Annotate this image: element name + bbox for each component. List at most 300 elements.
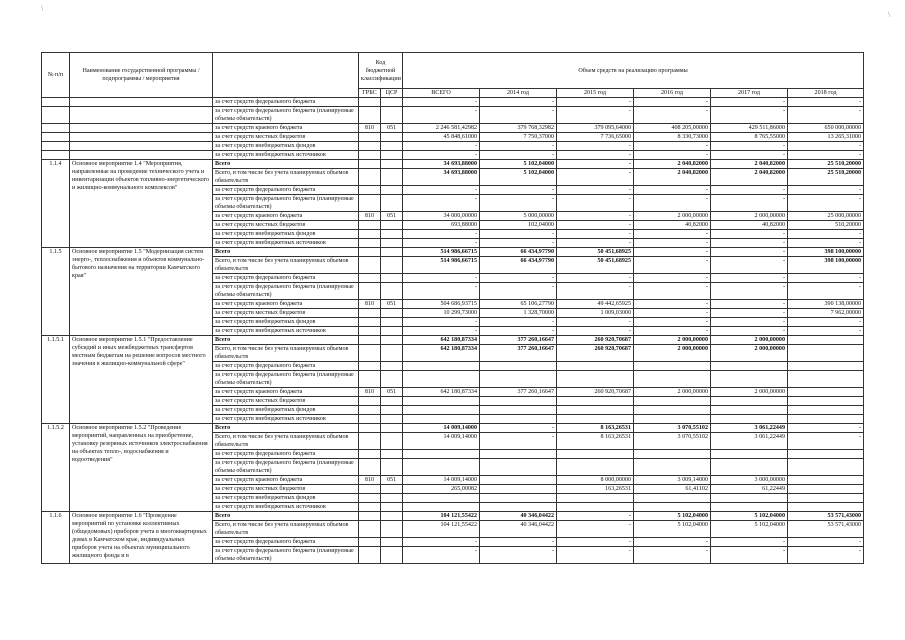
value-total (403, 494, 480, 503)
grbs-code: 810 (359, 388, 381, 397)
grbs-code (359, 503, 381, 512)
value-2018 (788, 459, 864, 476)
funding-source: за счет средств краевого бюджета (213, 476, 359, 485)
row-num (42, 151, 70, 160)
row-name: Основное мероприятие 1.5.2 "Проведение мероприятий, направленных на приобретение, установку резервных источников электроснабжения на объектах тепло-, водоснабжения и водоотведения" (70, 424, 213, 512)
grbs-code (359, 538, 381, 547)
value-2016: - (634, 186, 711, 195)
value-2014: 65 106,27790 (480, 300, 557, 309)
value-2015: - (557, 151, 634, 160)
csr-code (381, 230, 403, 239)
csr-code (381, 133, 403, 142)
value-2014: 379 768,32982 (480, 124, 557, 133)
grbs-code: 810 (359, 212, 381, 221)
value-2016: 2 000,00000 (634, 212, 711, 221)
value-2018 (788, 476, 864, 485)
table-body (42, 98, 864, 564)
value-total (403, 450, 480, 459)
grbs-code (359, 274, 381, 283)
csr-code: 051 (381, 388, 403, 397)
grbs-code (359, 151, 381, 160)
value-2016: - (634, 98, 711, 107)
value-2014 (480, 476, 557, 485)
funding-source: за счет средств местных бюджетов (213, 309, 359, 318)
csr-code: 051 (381, 300, 403, 309)
funding-source: за счет средств федерального бюджета (213, 362, 359, 371)
funding-source: за счет средств федерального бюджета (213, 98, 359, 107)
value-total: 514 986,66715 (403, 248, 480, 257)
value-total (403, 406, 480, 415)
value-total: - (403, 142, 480, 151)
header-blank (213, 53, 359, 98)
csr-code (381, 538, 403, 547)
value-2014 (480, 397, 557, 406)
value-2018: - (788, 274, 864, 283)
value-total: 34 693,88000 (403, 160, 480, 169)
header-total: ВСЕГО (403, 89, 480, 98)
value-2018: 398 100,00000 (788, 257, 864, 274)
funding-source: за счет средств внебюджетных источников (213, 239, 359, 248)
value-2017: 40,82000 (711, 221, 788, 230)
value-2018: - (788, 327, 864, 336)
header-2016: 2016 год (634, 89, 711, 98)
funding-source: за счет средств федерального бюджета (213, 186, 359, 195)
csr-code (381, 415, 403, 424)
value-2016: - (634, 142, 711, 151)
value-2014: - (480, 195, 557, 212)
value-2015: - (557, 283, 634, 300)
value-total: 14 009,14000 (403, 476, 480, 485)
value-2018: - (788, 424, 864, 433)
value-total: 642 180,87334 (403, 345, 480, 362)
value-2017: - (711, 547, 788, 564)
value-2016 (634, 397, 711, 406)
value-2014: 5 102,04000 (480, 169, 557, 186)
value-2015 (557, 371, 634, 388)
value-2016: 2 000,00000 (634, 388, 711, 397)
header-num: № п/п (42, 53, 70, 98)
funding-source: за счет средств внебюджетных источников (213, 503, 359, 512)
grbs-code (359, 345, 381, 362)
row-name (70, 107, 213, 124)
header-2018: 2018 год (788, 89, 864, 98)
csr-code (381, 98, 403, 107)
row-num: 1.1.6 (42, 512, 70, 564)
funding-source: за счет средств внебюджетных источников (213, 415, 359, 424)
csr-code (381, 503, 403, 512)
csr-code (381, 239, 403, 248)
row-name (70, 124, 213, 133)
csr-code (381, 151, 403, 160)
value-total: - (403, 239, 480, 248)
row-name (70, 133, 213, 142)
value-2018: - (788, 283, 864, 300)
value-total: 504 686,93715 (403, 300, 480, 309)
row-name (70, 98, 213, 107)
value-2017: - (711, 300, 788, 309)
value-2017: 3 000,00000 (711, 476, 788, 485)
value-2016 (634, 450, 711, 459)
value-2015: - (557, 107, 634, 124)
header-grbs: ГРБС (359, 89, 381, 98)
grbs-code (359, 195, 381, 212)
value-2017: 8 765,55000 (711, 133, 788, 142)
value-2014 (480, 371, 557, 388)
value-total: 10 299,73000 (403, 309, 480, 318)
grbs-code (359, 230, 381, 239)
value-2016: - (634, 257, 711, 274)
funding-source: Всего, в том числе без учета планируемых объемов обязательств (213, 257, 359, 274)
csr-code (381, 485, 403, 494)
value-2018: 390 138,00000 (788, 300, 864, 309)
value-2018: - (788, 98, 864, 107)
value-2018: 53 571,43000 (788, 521, 864, 538)
csr-code (381, 345, 403, 362)
value-2016: 2 000,00000 (634, 336, 711, 345)
funding-source: Всего (213, 336, 359, 345)
value-2016: 3 009,14000 (634, 476, 711, 485)
value-2017: - (711, 195, 788, 212)
value-2014 (480, 485, 557, 494)
scan-mark-left: \ (41, 4, 44, 13)
value-total: 45 848,61000 (403, 133, 480, 142)
funding-source: Всего, в том числе без учета планируемых объемов обязательств (213, 521, 359, 538)
value-2014: - (480, 424, 557, 433)
value-2015 (557, 450, 634, 459)
grbs-code (359, 133, 381, 142)
value-2014: 40 346,04422 (480, 512, 557, 521)
header-csr: ЦСР (381, 89, 403, 98)
value-2017: 5 102,04000 (711, 512, 788, 521)
csr-code (381, 169, 403, 186)
csr-code (381, 459, 403, 476)
csr-code (381, 186, 403, 195)
value-2014: - (480, 239, 557, 248)
value-total (403, 371, 480, 388)
value-total: 642 180,87334 (403, 336, 480, 345)
value-2016 (634, 406, 711, 415)
value-2016: - (634, 195, 711, 212)
table-row (42, 248, 864, 257)
value-2014: 5 000,00000 (480, 212, 557, 221)
value-total: - (403, 283, 480, 300)
value-2014: - (480, 142, 557, 151)
value-2016: - (634, 230, 711, 239)
csr-code (381, 195, 403, 212)
value-total (403, 415, 480, 424)
value-total (403, 397, 480, 406)
value-2016 (634, 362, 711, 371)
value-2015: - (557, 547, 634, 564)
funding-source: за счет средств внебюджетных фондов (213, 230, 359, 239)
value-2015 (557, 415, 634, 424)
value-2015: 50 451,68925 (557, 257, 634, 274)
budget-table-page (41, 52, 863, 640)
row-name: Основное мероприятие 1.4 "Мероприятия, направленные на проведение технического учета и инвентаризации объектов топливно-энергетического и жилищно-коммунального комплексов" (70, 160, 213, 248)
value-2015 (557, 494, 634, 503)
value-total: - (403, 274, 480, 283)
value-2015: - (557, 538, 634, 547)
funding-source: Всего (213, 248, 359, 257)
value-2016: 3 070,55102 (634, 433, 711, 450)
value-2018 (788, 371, 864, 388)
funding-source: за счет средств федерального бюджета (планируемые объемы обязательств) (213, 547, 359, 564)
value-2017 (711, 494, 788, 503)
grbs-code (359, 336, 381, 345)
value-2014 (480, 406, 557, 415)
csr-code (381, 327, 403, 336)
value-total: - (403, 327, 480, 336)
value-2016: - (634, 151, 711, 160)
header-kbk: Код бюджетной классификации (359, 53, 403, 89)
value-total: 104 121,55422 (403, 521, 480, 538)
grbs-code (359, 547, 381, 564)
value-2015: 50 451,68925 (557, 248, 634, 257)
grbs-code (359, 309, 381, 318)
value-2017 (711, 406, 788, 415)
row-num: 1.1.5 (42, 248, 70, 336)
row-name (70, 142, 213, 151)
value-2017: - (711, 151, 788, 160)
grbs-code (359, 248, 381, 257)
budget-table (41, 52, 864, 564)
csr-code (381, 160, 403, 169)
value-2016: - (634, 107, 711, 124)
value-total: - (403, 547, 480, 564)
header-volume: Объем средств на реализацию программы (403, 53, 864, 89)
value-2015: - (557, 318, 634, 327)
value-2017: - (711, 239, 788, 248)
value-2016 (634, 371, 711, 388)
value-2018: - (788, 433, 864, 450)
table-row (42, 424, 864, 433)
value-2018: 25 510,20000 (788, 160, 864, 169)
csr-code (381, 362, 403, 371)
value-2014: - (480, 547, 557, 564)
grbs-code (359, 485, 381, 494)
row-num (42, 107, 70, 124)
csr-code: 051 (381, 212, 403, 221)
grbs-code (359, 521, 381, 538)
value-2017: - (711, 274, 788, 283)
value-2018: 25 000,00000 (788, 212, 864, 221)
grbs-code (359, 169, 381, 186)
grbs-code (359, 512, 381, 521)
value-2016 (634, 494, 711, 503)
csr-code (381, 274, 403, 283)
header-name: Наименование государственной программы / подпрограммы / мероприятия (70, 53, 213, 98)
value-2017: 61,22449 (711, 485, 788, 494)
funding-source: за счет средств местных бюджетов (213, 397, 359, 406)
csr-code: 051 (381, 476, 403, 485)
header-2015: 2015 год (557, 89, 634, 98)
value-2017: - (711, 98, 788, 107)
value-2017: 3 061,22449 (711, 433, 788, 450)
grbs-code (359, 459, 381, 476)
value-2017: - (711, 283, 788, 300)
value-2017: 2 000,00000 (711, 336, 788, 345)
value-2015: 260 920,70687 (557, 336, 634, 345)
grbs-code (359, 186, 381, 195)
value-2014: 102,04000 (480, 221, 557, 230)
csr-code (381, 318, 403, 327)
funding-source: за счет средств федерального бюджета (планируемые объемы обязательств) (213, 459, 359, 476)
value-2014: - (480, 538, 557, 547)
value-2014: 66 434,97790 (480, 248, 557, 257)
value-2015 (557, 503, 634, 512)
value-total: 104 121,55422 (403, 512, 480, 521)
value-total (403, 362, 480, 371)
value-total (403, 503, 480, 512)
value-2017: 2 000,00000 (711, 345, 788, 362)
value-2018: 7 962,00000 (788, 309, 864, 318)
row-name: Основное мероприятие 1.5 "Модернизация систем энерго-, теплоснабжения и объектов коммунально-бытового назначения на территории Камчатского края" (70, 248, 213, 336)
value-total: - (403, 230, 480, 239)
value-2014 (480, 362, 557, 371)
value-2016: - (634, 239, 711, 248)
funding-source: за счет средств федерального бюджета (213, 538, 359, 547)
value-2017: 2 000,00000 (711, 212, 788, 221)
value-2015: - (557, 327, 634, 336)
row-name: Основное мероприятие 1.5.1 "Предоставление субсидий и иных межбюджетных трансфертов местным бюджетам на решение вопросов местного значения в жилищно-коммунальной сфере" (70, 336, 213, 424)
csr-code (381, 221, 403, 230)
row-num (42, 142, 70, 151)
row-name (70, 151, 213, 160)
value-2014: 377 260,16647 (480, 388, 557, 397)
funding-source: Всего (213, 424, 359, 433)
value-2018 (788, 406, 864, 415)
table-row (42, 98, 864, 107)
table-row (42, 124, 864, 133)
value-2016: 40,82000 (634, 221, 711, 230)
funding-source: за счет средств федерального бюджета (213, 274, 359, 283)
funding-source: за счет средств федерального бюджета (планируемые объемы обязательств) (213, 107, 359, 124)
value-2017: - (711, 327, 788, 336)
value-2017: 2 040,82000 (711, 169, 788, 186)
value-2015: - (557, 186, 634, 195)
value-2017: - (711, 318, 788, 327)
csr-code (381, 257, 403, 274)
csr-code (381, 283, 403, 300)
value-2017: - (711, 257, 788, 274)
value-2016: 5 102,04000 (634, 512, 711, 521)
scan-mark-right: \ (888, 10, 891, 19)
value-2015: 49 442,65925 (557, 300, 634, 309)
value-2016: - (634, 547, 711, 564)
value-2015: 7 736,65000 (557, 133, 634, 142)
grbs-code (359, 362, 381, 371)
value-2014: 40 346,04422 (480, 521, 557, 538)
csr-code (381, 512, 403, 521)
value-2017: 3 061,22449 (711, 424, 788, 433)
csr-code (381, 309, 403, 318)
value-2016: - (634, 318, 711, 327)
value-2014: - (480, 107, 557, 124)
value-2015: - (557, 221, 634, 230)
table-row (42, 151, 864, 160)
value-2016: 8 330,73000 (634, 133, 711, 142)
grbs-code (359, 415, 381, 424)
row-num (42, 133, 70, 142)
value-2015: 163,26531 (557, 485, 634, 494)
grbs-code (359, 397, 381, 406)
value-2018: - (788, 239, 864, 248)
csr-code (381, 336, 403, 345)
csr-code: 051 (381, 124, 403, 133)
funding-source: за счет средств внебюджетных фондов (213, 494, 359, 503)
funding-source: Всего, в том числе без учета планируемых объемов обязательств (213, 345, 359, 362)
funding-source: за счет средств местных бюджетов (213, 485, 359, 494)
value-2018: 25 510,20000 (788, 169, 864, 186)
funding-source: Всего (213, 160, 359, 169)
csr-code (381, 248, 403, 257)
value-total: 34 000,00000 (403, 212, 480, 221)
value-2018 (788, 345, 864, 362)
csr-code (381, 107, 403, 124)
table-row (42, 336, 864, 345)
funding-source: за счет средств краевого бюджета (213, 388, 359, 397)
value-2018: - (788, 230, 864, 239)
value-2016 (634, 459, 711, 476)
value-2017: - (711, 309, 788, 318)
grbs-code: 810 (359, 124, 381, 133)
value-2014: - (480, 151, 557, 160)
grbs-code (359, 239, 381, 248)
value-2014 (480, 450, 557, 459)
value-2016: 2 040,82000 (634, 169, 711, 186)
value-2014 (480, 494, 557, 503)
csr-code (381, 397, 403, 406)
funding-source: за счет средств внебюджетных источников (213, 327, 359, 336)
value-2018 (788, 415, 864, 424)
value-2018 (788, 362, 864, 371)
value-total (403, 459, 480, 476)
value-2015 (557, 397, 634, 406)
value-2018 (788, 336, 864, 345)
funding-source: за счет средств местных бюджетов (213, 221, 359, 230)
value-2017: 429 511,86000 (711, 124, 788, 133)
value-2017 (711, 362, 788, 371)
value-2016: 5 102,04000 (634, 521, 711, 538)
value-2017: - (711, 186, 788, 195)
value-2016: 61,41102 (634, 485, 711, 494)
grbs-code (359, 371, 381, 388)
value-2016: 3 070,55102 (634, 424, 711, 433)
value-2016 (634, 503, 711, 512)
value-2017: 5 102,04000 (711, 521, 788, 538)
csr-code (381, 424, 403, 433)
value-2014: 66 434,97790 (480, 257, 557, 274)
csr-code (381, 450, 403, 459)
table-row (42, 142, 864, 151)
value-2014 (480, 503, 557, 512)
value-2017 (711, 397, 788, 406)
value-2017 (711, 459, 788, 476)
grbs-code (359, 327, 381, 336)
funding-source: за счет средств краевого бюджета (213, 300, 359, 309)
row-name: Основное мероприятие 1.6 "Проведение мероприятий по установке коллективных (общедомовых) приборов учета в многоквартирных домах в Камчатском крае, индивидуальных приборов учета на объектах муниципального жилищного фонда и в (70, 512, 213, 564)
csr-code (381, 433, 403, 450)
value-total: 14 009,14000 (403, 433, 480, 450)
grbs-code: 810 (359, 300, 381, 309)
value-2014: - (480, 327, 557, 336)
value-2017: - (711, 107, 788, 124)
funding-source: за счет средств местных бюджетов (213, 133, 359, 142)
funding-source: Всего, в том числе без учета планируемых объемов обязательств (213, 433, 359, 450)
value-total: - (403, 538, 480, 547)
grbs-code (359, 283, 381, 300)
value-2015: - (557, 195, 634, 212)
